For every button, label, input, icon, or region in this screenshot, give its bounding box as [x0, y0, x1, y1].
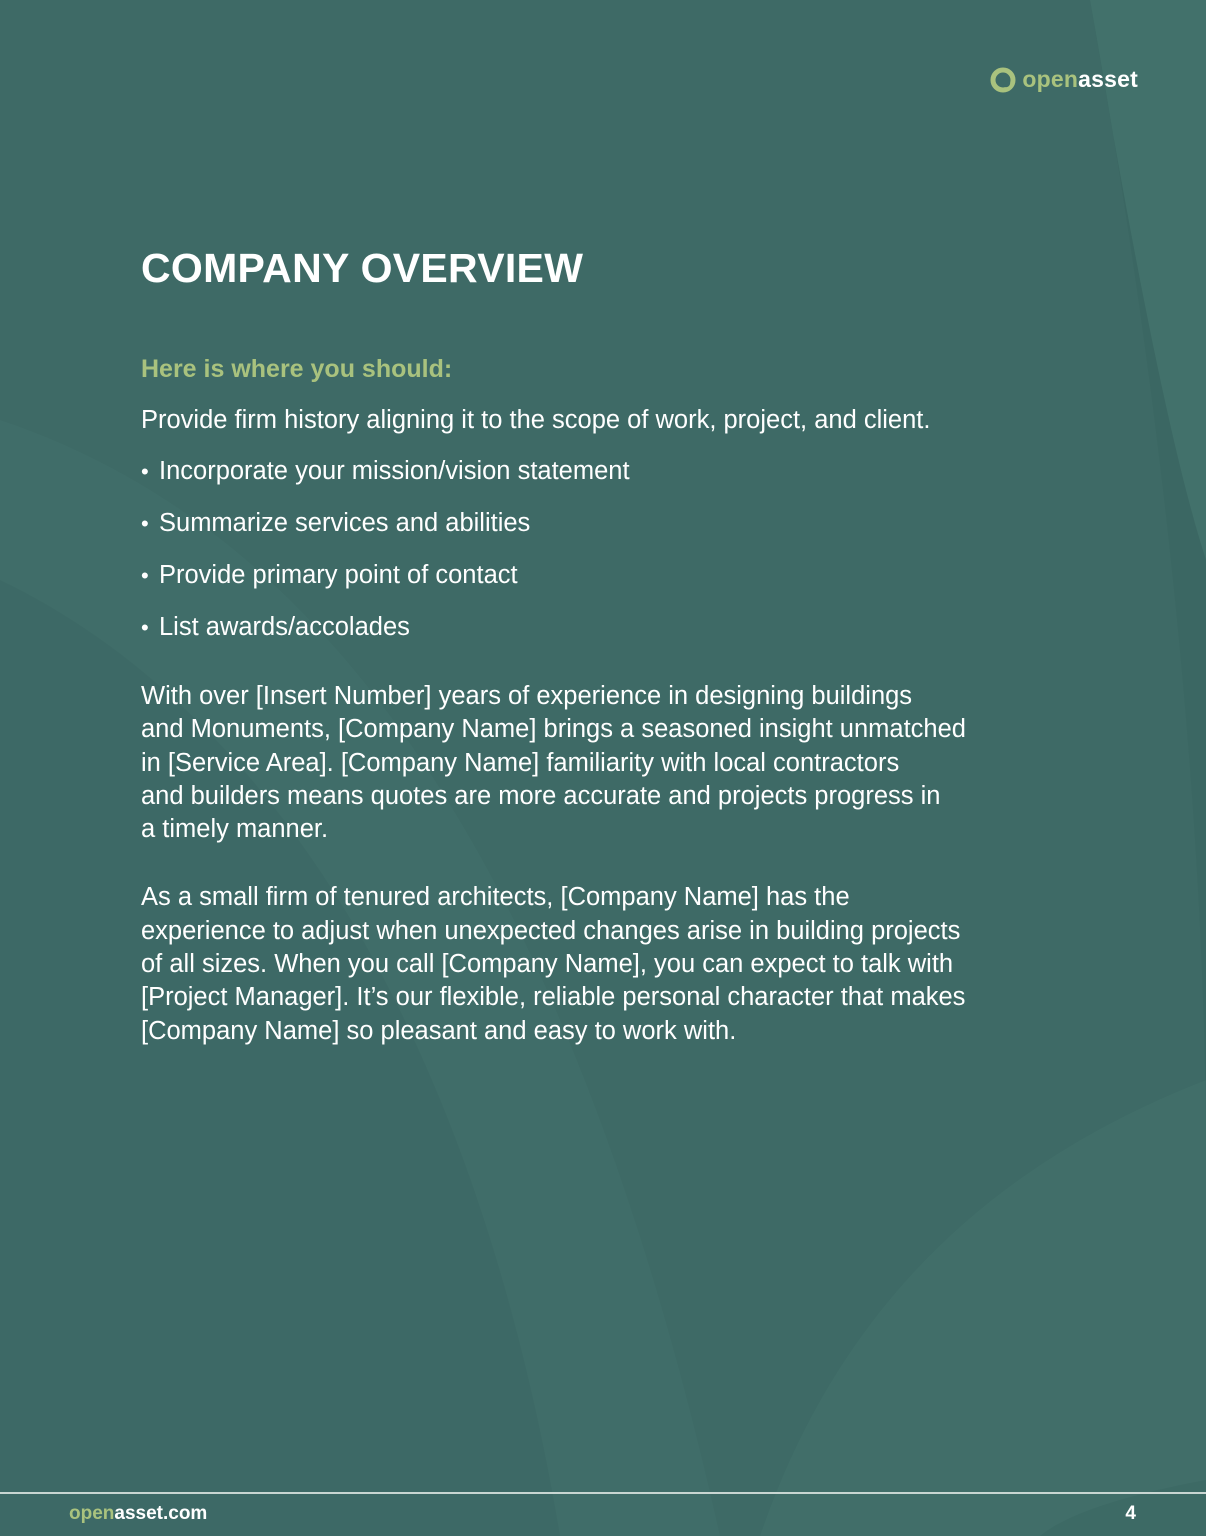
- list-item: [141, 455, 1081, 488]
- logo-text-prefix: open: [1022, 66, 1079, 92]
- footer-website-link[interactable]: [69, 1503, 207, 1525]
- main-content: [141, 240, 1081, 1048]
- logo-text-suffix: asset: [1078, 66, 1138, 92]
- page-number: 4: [1125, 1503, 1136, 1524]
- logo-text: [1022, 66, 1138, 93]
- bullet-icon: •: [141, 459, 149, 484]
- section-subheading: Here is where you should:: [141, 355, 453, 383]
- list-item: [141, 559, 1081, 592]
- page-title: COMPANY OVERVIEW: [141, 245, 584, 291]
- bullet-icon: •: [141, 511, 149, 536]
- footer-divider: [0, 1492, 1206, 1494]
- bullet-icon: •: [141, 563, 149, 588]
- openasset-logo-mark-icon: [990, 67, 1016, 93]
- body-paragraph-experience: With over [Insert Number] years of experience in designing buildings and Monuments, [Company Name] brings a seasoned insight unmatched in [Service Area]. [Company Name] familiarity with local contractors and builders means quotes are more accurate and projects progress in a timely manner.: [141, 682, 966, 844]
- body-paragraph-firm: As a small firm of tenured architects, [Company Name] has the experience to adjust when unexpected changes arise in building projects of all sizes. When you call [Company Name], you can expect to talk with [Project Manager]. It’s our flexible, reliable personal character that makes [Company Name] so pleasant and easy to work with.: [141, 883, 966, 1045]
- openasset-logo: [990, 66, 1138, 93]
- list-item: [141, 507, 1081, 540]
- list-item-text: Incorporate your mission/vision statement: [159, 457, 630, 485]
- list-item-text: Summarize services and abilities: [159, 509, 531, 537]
- intro-text: Provide firm history aligning it to the scope of work, project, and client.: [141, 406, 931, 434]
- list-item-text: Provide primary point of contact: [159, 561, 518, 589]
- footer-site-prefix: open: [69, 1503, 115, 1524]
- footer-site-suffix: asset.com: [114, 1503, 208, 1524]
- guidance-list: [141, 455, 1081, 644]
- list-item: [141, 611, 1081, 644]
- bullet-icon: •: [141, 615, 149, 640]
- list-item-text: List awards/accolades: [159, 613, 410, 641]
